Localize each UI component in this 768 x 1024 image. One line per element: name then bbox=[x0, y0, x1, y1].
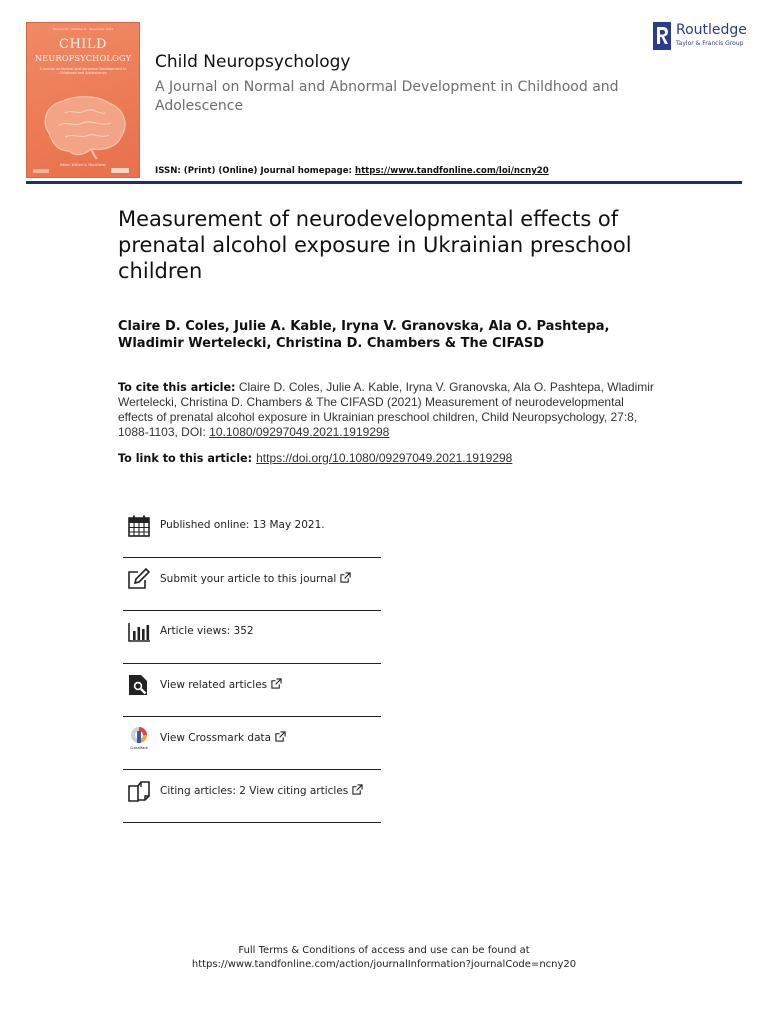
bar-chart-icon bbox=[127, 620, 151, 644]
issn-label: ISSN: (Print) (Online) Journal homepage: bbox=[155, 166, 355, 176]
cite-text: Claire D. Coles, Julie A. Kable, Iryna V. Granovska, Ala O. Pashtepa, Wladimir Wertelecki, Christina D. Chambers & The CIFASD (2021) Measurement of neurodevelopmental effects of prenatal alcohol exposure in Ukrainian preschool children, Child Neuropsychology, 27:8, 1088-1103, DOI: bbox=[118, 380, 654, 439]
citing-articles-label: Citing articles: 2 View citing articles bbox=[160, 785, 349, 797]
journal-cover-image bbox=[26, 22, 140, 178]
crossmark-row[interactable] bbox=[123, 717, 381, 770]
cover-volume-line: Volume 27 · Number 8 · November 2021 bbox=[52, 27, 114, 31]
calendar-icon bbox=[127, 514, 151, 538]
publisher-name: Routledge bbox=[676, 22, 747, 38]
article-metrics-list bbox=[123, 505, 381, 823]
published-online-text: Published online: 13 May 2021. bbox=[160, 519, 325, 531]
cite-label: To cite this article: bbox=[118, 381, 236, 394]
crossmark-link[interactable] bbox=[160, 731, 286, 744]
external-link-icon bbox=[275, 731, 286, 742]
published-online-row bbox=[123, 505, 381, 558]
doi-link[interactable]: 10.1080/09297049.2021.1919298 bbox=[209, 425, 390, 439]
header-divider bbox=[26, 181, 742, 184]
article-link-line bbox=[118, 451, 658, 465]
external-link-icon bbox=[271, 678, 282, 689]
related-articles-link[interactable] bbox=[160, 678, 282, 691]
footer-terms bbox=[0, 944, 768, 972]
cover-title-line1: CHILD bbox=[59, 37, 107, 52]
article-views-text: Article views: 352 bbox=[160, 625, 254, 637]
crossmark-icon bbox=[127, 726, 151, 750]
footer-terms-url[interactable]: https://www.tandfonline.com/action/journalInformation?journalCode=ncny20 bbox=[191, 959, 577, 970]
journal-homepage-link[interactable]: https://www.tandfonline.com/loi/ncny20 bbox=[354, 166, 549, 176]
journal-title: Child Neuropsychology bbox=[155, 52, 351, 72]
routledge-logo-icon bbox=[653, 22, 671, 50]
article-views-row bbox=[123, 611, 381, 664]
citing-articles-row[interactable] bbox=[123, 770, 381, 823]
external-link-icon bbox=[340, 572, 351, 583]
brain-illustration-icon bbox=[35, 93, 133, 159]
article-authors: Claire D. Coles, Julie A. Kable, Iryna V. Granovska, Ala O. Pashtepa, Wladimir Wertelecki, Christina D. Chambers & The CIFASD bbox=[118, 319, 610, 351]
edit-pencil-icon bbox=[127, 567, 151, 591]
issn-line bbox=[155, 166, 549, 176]
crossmark-icon-caption: CrossMark bbox=[130, 746, 148, 750]
citing-documents-icon bbox=[127, 779, 151, 803]
cover-subtitle: A Journal on Normal and Abnormal Development in Childhood and Adolescence bbox=[39, 67, 127, 76]
cover-title-line2: NEUROPSYCHOLOGY bbox=[34, 53, 132, 63]
cover-publisher-logo bbox=[111, 168, 129, 173]
publisher-logo[interactable] bbox=[653, 20, 753, 50]
footer-terms-line1: Full Terms & Conditions of access and use can be found at bbox=[238, 945, 530, 956]
external-link-icon bbox=[352, 784, 363, 795]
journal-subtitle: A Journal on Normal and Abnormal Development in Childhood and Adolescence bbox=[155, 79, 619, 114]
crossmark-label: View Crossmark data bbox=[160, 732, 272, 744]
link-label: To link to this article: bbox=[118, 452, 253, 465]
submit-article-label: Submit your article to this journal bbox=[160, 573, 337, 585]
related-articles-row[interactable] bbox=[123, 664, 381, 717]
submit-article-link[interactable] bbox=[160, 572, 351, 585]
publisher-group: Taylor & Francis Group bbox=[676, 40, 744, 47]
submit-article-row[interactable] bbox=[123, 558, 381, 611]
citation-block bbox=[118, 380, 658, 440]
citing-articles-link[interactable] bbox=[160, 784, 363, 797]
cover-issn-mark bbox=[33, 169, 49, 173]
article-doi-url-link[interactable]: https://doi.org/10.1080/09297049.2021.1919298 bbox=[256, 451, 513, 465]
cover-editor: Editor: William S. MacAllister bbox=[60, 163, 106, 167]
document-search-icon bbox=[127, 673, 151, 697]
related-articles-label: View related articles bbox=[160, 679, 268, 691]
article-title: Measurement of neurodevelopmental effects of prenatal alcohol exposure in Ukrainian preschool children bbox=[118, 207, 632, 283]
